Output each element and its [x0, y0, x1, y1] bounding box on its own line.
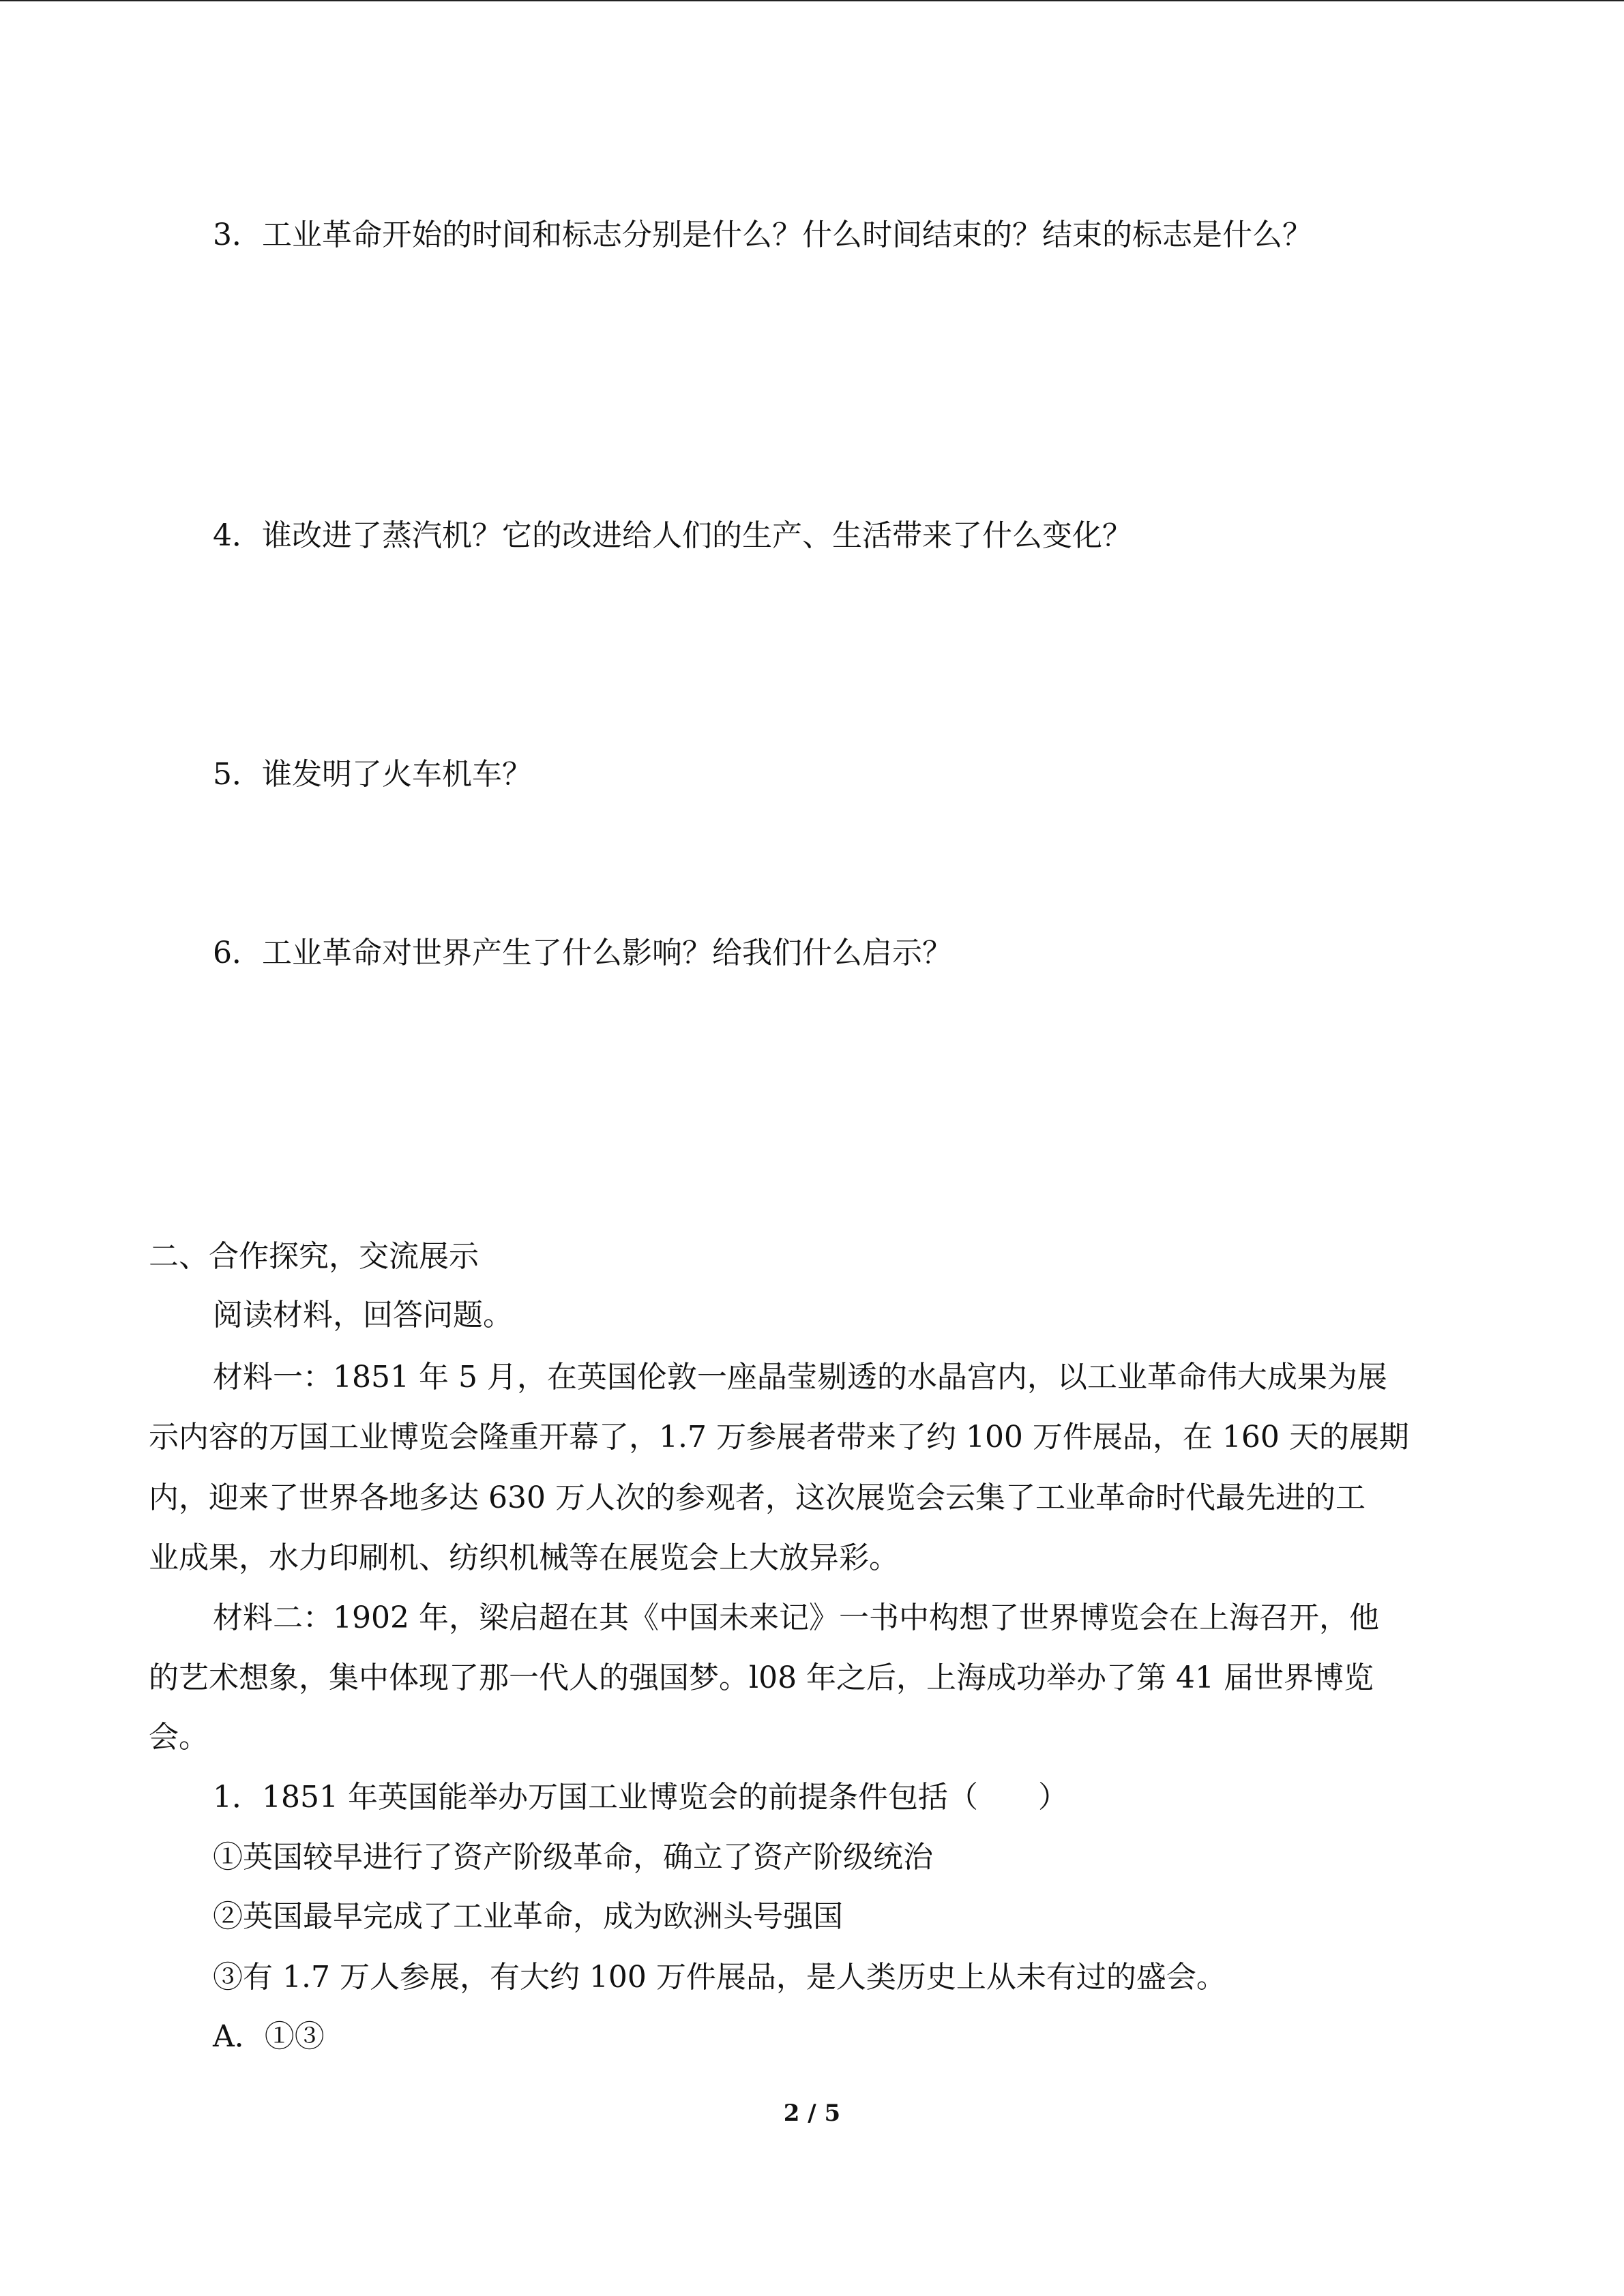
question-6: 6．工业革命对世界产生了什么影响？给我们什么启示？ [213, 936, 952, 970]
material-1-line: 内，迎来了世界各地多达 630 万人次的参观者，这次展览会云集了工业革命时代最先进的工 [149, 1480, 1365, 1515]
question-3: 3．工业革命开始的时间和标志分别是什么？什么时间结束的？结束的标志是什么？ [213, 218, 1312, 252]
choice-question-stem: 1．1851 年英国能举办万国工业博览会的前提条件包括（ ） [213, 1780, 1068, 1815]
choice-option: ②英国最早完成了工业革命，成为欧洲头号强国 [213, 1899, 843, 1934]
choice-option: ③有 1.7 万人参展，有大约 100 万件展品，是人类历史上从未有过的盛会。 [213, 1960, 1226, 1995]
material-2-line: 会。 [149, 1720, 209, 1755]
page-number: 2 / 5 [783, 2100, 841, 2127]
question-5: 5．谁发明了火车机车？ [213, 757, 532, 792]
choice-answer-option: A．①③ [213, 2019, 325, 2054]
material-1-line: 业成果，水力印刷机、纺织机械等在展览会上大放异彩。 [149, 1540, 899, 1575]
material-2-line: 的艺术想象，集中体现了那一代人的强国梦。l08 年之后，上海成功举办了第 41 届世界博览 [149, 1660, 1374, 1695]
top-border-rule [0, 0, 1624, 1]
question-4: 4．谁改进了蒸汽机？它的改进给人们的生产、生活带来了什么变化？ [213, 518, 1132, 553]
material-2-line: 材料二：1902 年，梁启超在其《中国未来记》一书中构想了世界博览会在上海召开，他 [213, 1600, 1379, 1635]
reading-instruction: 阅读材料，回答问题。 [213, 1298, 513, 1332]
section-heading: 二、合作探究，交流展示 [149, 1239, 479, 1274]
choice-option: ①英国较早进行了资产阶级革命，确立了资产阶级统治 [213, 1840, 933, 1875]
material-1-line: 示内容的万国工业博览会隆重开幕了，1.7 万参展者带来了约 100 万件展品，在 160 天的展期 [149, 1420, 1409, 1455]
material-1-line: 材料一：1851 年 5 月，在英国伦敦一座晶莹剔透的水晶宫内，以工业革命伟大成果为展 [213, 1360, 1387, 1395]
